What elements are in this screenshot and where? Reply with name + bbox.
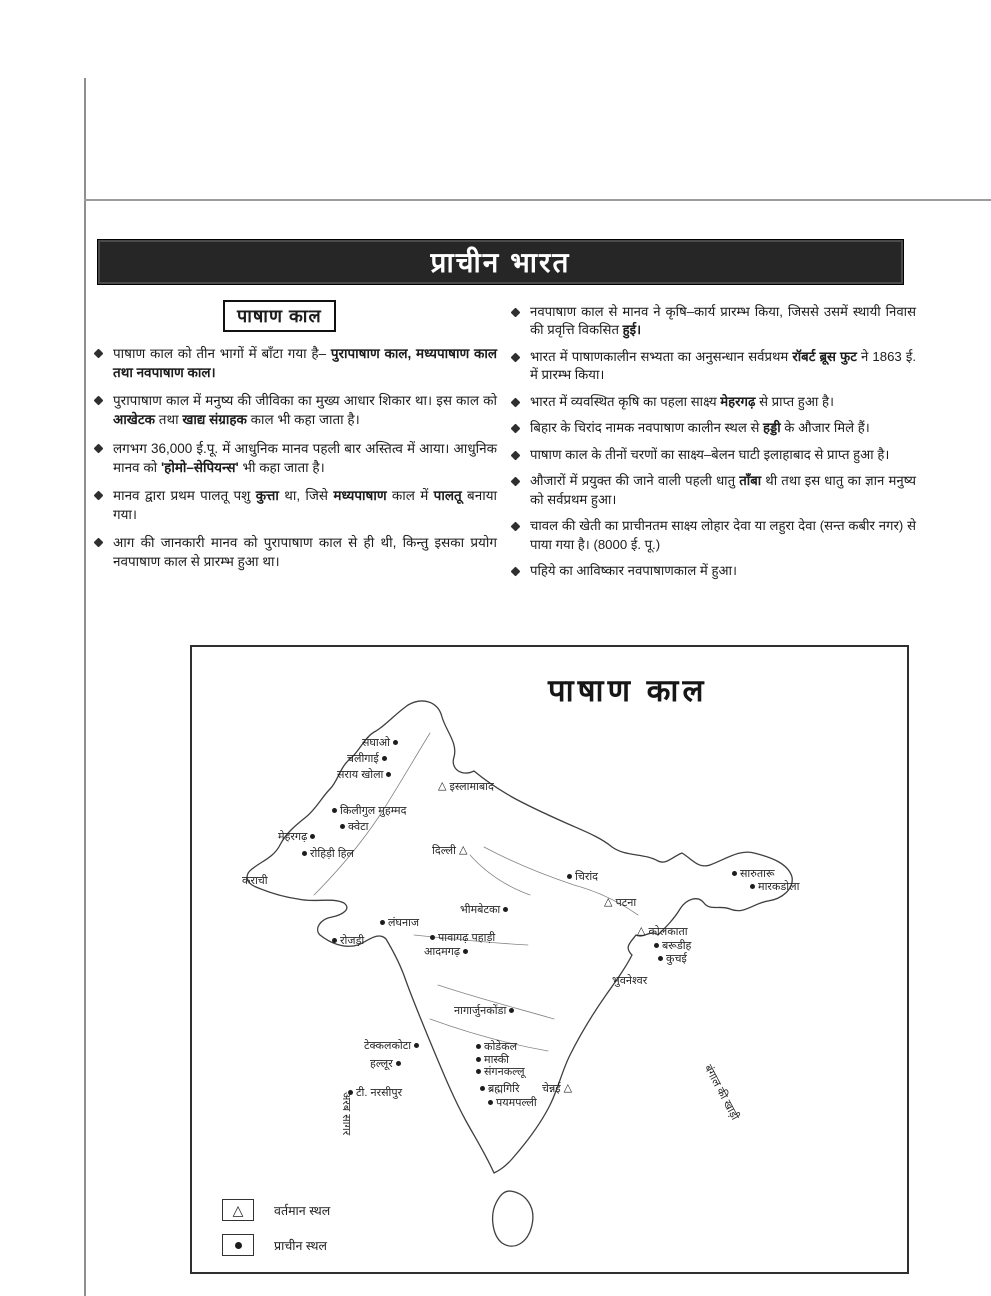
dot-marker-icon [310, 834, 315, 839]
bullet-icon [511, 308, 521, 318]
bullet-text: चावल की खेती का प्राचीनतम साक्ष्य लोहार देवा या लहुरा देवा (सन्त कबीर नगर) से पाया गया है। (8000 ई. पू.) [530, 518, 916, 552]
dot-marker-icon [509, 1008, 514, 1013]
map-site-label: दिल्ली [432, 845, 456, 857]
bullet-icon [94, 349, 104, 359]
right-bullet-list [512, 303, 916, 581]
map-site [430, 930, 495, 945]
bullet-text: बिहार के चिरांद नामक नवपाषाण कालीन स्थल से हड्डी के औजार मिले हैं। [530, 420, 870, 436]
bullet-item [95, 344, 497, 382]
dot-marker-icon [567, 874, 572, 879]
map-site-label: रोहिड़ी हिल [310, 848, 354, 860]
dot-marker-icon [393, 740, 398, 745]
legend-label: वर्तमान स्थल [274, 1203, 331, 1218]
map-site-label: पटना [615, 897, 637, 909]
map-site-label: ब्रह्मगिरि [488, 1083, 520, 1095]
bullet-item [512, 472, 916, 509]
map-site-label: कोडेकल [484, 1041, 518, 1053]
dot-marker-icon [302, 851, 307, 856]
map-site-label: बंगाल की खाड़ी [701, 1062, 741, 1123]
map-site-label: मास्की [484, 1054, 510, 1066]
map-site-label: टेक्कलकोटा [364, 1040, 412, 1052]
dot-marker-icon [332, 808, 337, 813]
dot-marker-icon [658, 956, 663, 961]
map-site-label: संगनकल्लू [484, 1066, 525, 1078]
map-site [612, 973, 647, 988]
legend-symbol-box [222, 1234, 254, 1256]
bullet-text: आग की जानकारी मानव को पुरापाषाण काल से ही थी, किन्तु इसका प्रयोग नवपाषाण काल से प्रारम्भ हुआ था। [113, 535, 497, 570]
bullet-icon [94, 443, 104, 453]
map-site [476, 1064, 525, 1079]
bullet-item [95, 391, 497, 429]
bullet-icon [94, 538, 104, 548]
map-site-label: इस्लामाबाद [449, 781, 494, 793]
bullet-text: पुरापाषाण काल में मनुष्य की जीविका का मुख्य आधार शिकार था। इस काल को आखेटक तथा खाद्य संग्राहक काल भी कहा जाता है। [113, 393, 497, 428]
map-site [340, 819, 369, 834]
map-site [658, 951, 687, 966]
bullet-text: नवपाषाण काल से मानव ने कृषि–कार्य प्रारम्भ किया, जिससे उसमें स्थायी निवास की प्रवृत्ति विकसित हुई। [530, 304, 916, 338]
india-stone-age-map [190, 645, 909, 1274]
bullet-icon [511, 424, 521, 434]
dot-marker-icon [476, 1044, 481, 1049]
bullet-text: पाषाण काल को तीन भागों में बाँटा गया है– पुरापाषाण काल, मध्यपाषाण काल तथा नवपाषाण काल। [113, 346, 497, 381]
map-site-label: हल्लूर [370, 1058, 393, 1070]
map-site-label: बरूडीह [662, 940, 692, 952]
map-site-label: किलीगुल मुहम्मद [340, 805, 407, 817]
bullet-text: लगभग 36,000 ई.पू. में आधुनिक मानव पहली बार अस्तित्व में आया। आधुनिक मानव को 'होमो–सेपियन्स' भी कहा जाता है। [113, 440, 497, 475]
bullet-text: मानव द्वारा प्रथम पालतू पशु कुत्ता था, जिसे मध्यपाषाण काल में पालतू बनाया गया। [113, 487, 498, 523]
bullet-item [512, 348, 916, 385]
map-site-label: रोजड़ी [340, 935, 365, 947]
map-site-label: कुचई [666, 953, 687, 965]
triangle-marker-icon: △ [637, 925, 646, 937]
legend-label: प्राचीन स्थल [274, 1238, 328, 1253]
page-title: प्राचीन भारत [430, 247, 571, 278]
dot-marker-icon [463, 949, 468, 954]
top-rule-line [84, 199, 991, 201]
map-site-label: क्वेटा [348, 821, 369, 833]
map-site [480, 1081, 519, 1096]
dot-marker-icon [480, 1086, 485, 1091]
bullet-item [512, 517, 916, 554]
map-site-label: चलीगाई [347, 753, 379, 765]
dot-marker-icon [488, 1100, 493, 1105]
page-header [97, 239, 904, 285]
map-site-label: आदमगढ़ [424, 946, 461, 958]
map-site [454, 1003, 514, 1018]
map-site-label: सारुतारू [740, 868, 775, 880]
bullet-icon [511, 353, 521, 363]
left-bullet-list [95, 344, 497, 572]
triangle-marker-icon: △ [458, 844, 468, 856]
map-site [362, 735, 398, 750]
bullet-text: भारत में पाषाणकालीन सभ्यता का अनुसन्धान सर्वप्रथम रॉबर्ट ब्रूस फुट ने 1863 ई. में प्रारम्भ किया। [530, 348, 916, 383]
map-site [542, 1081, 572, 1096]
legend-symbol-box [222, 1199, 254, 1221]
map-site-layer [192, 647, 907, 1272]
triangle-marker-icon: △ [232, 1202, 244, 1218]
bullet-item [512, 393, 916, 411]
dot-marker-icon [476, 1069, 481, 1074]
map-site-label: कराची [242, 875, 268, 887]
bullet-icon [94, 396, 104, 406]
triangle-marker-icon: △ [604, 896, 613, 908]
map-site-label: लंघनाज [388, 917, 420, 929]
map-site-label: चिरांद [575, 871, 599, 883]
bullet-icon [511, 477, 521, 487]
legend-item [222, 1199, 330, 1221]
bullet-item [512, 303, 916, 340]
dot-marker-icon [430, 935, 435, 940]
dot-marker-icon [476, 1057, 481, 1062]
dot-marker-icon [382, 756, 387, 761]
map-site [337, 767, 391, 782]
bullet-icon [511, 450, 521, 460]
bullet-item [95, 486, 497, 524]
map-site [637, 924, 688, 939]
map-site [380, 915, 419, 930]
bullet-item [512, 446, 916, 464]
dot-marker-icon [750, 884, 755, 889]
dot-marker-icon [380, 920, 385, 925]
map-site [567, 869, 598, 884]
map-site [302, 846, 354, 861]
bullet-icon [94, 490, 104, 500]
triangle-marker-icon: △ [438, 780, 447, 792]
bullet-text: औजारों में प्रयुक्त की जाने वाली पहली धातु ताँबा थी तथा इस धातु का ज्ञान मनुष्य को सर्वप्रथम हुआ। [530, 473, 916, 507]
map-site [339, 1092, 354, 1135]
dot-marker-icon [732, 871, 737, 876]
section-heading [223, 300, 336, 332]
map-site [424, 944, 468, 959]
map-site-label: मेहरगढ़ [278, 831, 308, 843]
dot-marker-icon [332, 938, 337, 943]
map-site [438, 779, 494, 794]
map-site [332, 933, 364, 948]
dot-marker-icon [414, 1043, 419, 1048]
map-site-label: भुवनेश्वर [612, 975, 648, 987]
dot-marker-icon [386, 772, 391, 777]
bullet-text: पहिये का आविष्कार नवपाषाणकाल में हुआ। [530, 563, 737, 579]
map-site-label: अरब सागर [340, 1092, 352, 1136]
map-site-label: सराय खोला [337, 769, 384, 781]
triangle-marker-icon: △ [563, 1082, 573, 1094]
right-column [512, 303, 916, 589]
map-site-label: भीमबेटका [460, 904, 501, 916]
bullet-icon [511, 397, 521, 407]
map-site [750, 879, 799, 894]
map-title: पाषाण काल [548, 673, 708, 708]
map-site-label: पयमपल्ली [496, 1097, 537, 1109]
map-legend [222, 1199, 330, 1269]
bullet-item [512, 419, 916, 437]
map-site [332, 803, 406, 818]
left-column [95, 300, 497, 581]
dot-marker-icon [235, 1242, 242, 1249]
map-site-label: कोलकाता [648, 926, 688, 938]
map-site-label: पावागढ़ पहाड़ी [438, 932, 496, 944]
map-site [432, 843, 467, 858]
map-site [604, 895, 636, 910]
map-site [364, 1038, 419, 1053]
map-site-label: मारकडोला [758, 881, 800, 893]
map-site-label: संघाओ [362, 737, 391, 749]
map-site [278, 829, 315, 844]
bullet-icon [511, 522, 521, 532]
map-site-label: टी. नरसीपुर [356, 1087, 403, 1099]
dot-marker-icon [503, 907, 508, 912]
dot-marker-icon [396, 1061, 401, 1066]
map-site-label: नागार्जुनकोंडा [454, 1005, 507, 1017]
bullet-text: भारत में व्यवस्थित कृषि का पहला साक्ष्य मेहरगढ़ से प्राप्त हुआ है। [530, 393, 834, 409]
legend-item [222, 1234, 330, 1256]
left-margin-line [84, 78, 86, 1296]
map-site [347, 751, 387, 766]
map-site [488, 1095, 537, 1110]
map-site-label: चेन्नई [542, 1083, 561, 1095]
bullet-item [95, 439, 497, 477]
map-site [242, 873, 268, 888]
dot-marker-icon [340, 824, 345, 829]
map-site [701, 1062, 743, 1123]
bullet-icon [511, 567, 521, 577]
bullet-item [512, 562, 916, 580]
map-site [370, 1056, 401, 1071]
bullet-text: पाषाण काल के तीनों चरणों का साक्ष्य–बेलन घाटी इलाहाबाद से प्राप्त हुआ है। [530, 446, 890, 462]
bullet-item [95, 533, 497, 571]
map-site [460, 902, 508, 917]
map-site [348, 1085, 402, 1100]
section-heading-text: पाषाण काल [237, 306, 322, 326]
dot-marker-icon [654, 943, 659, 948]
